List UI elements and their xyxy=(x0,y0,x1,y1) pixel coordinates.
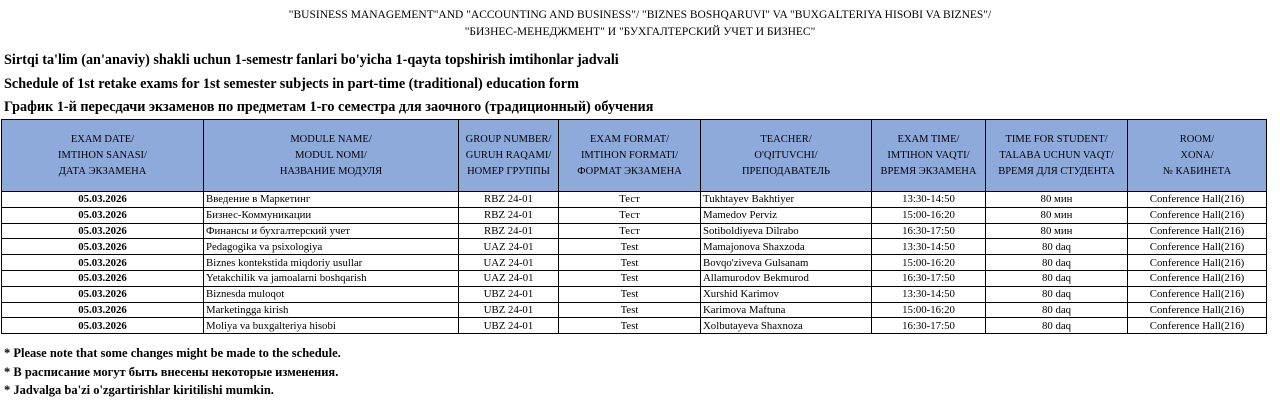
cell-module-name: Marketingga kirish xyxy=(204,302,459,318)
cell-group-number: RBZ 24-01 xyxy=(459,192,559,208)
cell-room: Conference Hall(216) xyxy=(1128,286,1267,302)
cell-time-for-student: 80 daq xyxy=(986,286,1128,302)
column-header-line: ПРЕПОДАВАТЕЛЬ xyxy=(741,165,831,177)
column-header-group-number xyxy=(459,120,559,192)
cell-group-number: UAZ 24-01 xyxy=(459,255,559,271)
cell-teacher: Xolbutayeva Shaxnoza xyxy=(701,318,872,334)
cell-time-for-student: 80 daq xyxy=(986,270,1128,286)
table-row xyxy=(2,192,1267,208)
cell-exam-time: 16:30-17:50 xyxy=(872,318,986,334)
column-header-exam-time xyxy=(872,120,986,192)
column-header-teacher xyxy=(701,120,872,192)
cell-module-name: Yetakchilik va jamoalarni boshqarish xyxy=(204,270,459,286)
cell-exam-format: Test xyxy=(559,239,701,255)
column-header-line: EXAM TIME/ xyxy=(897,133,960,145)
column-header-line: O'QITUVCHI/ xyxy=(754,149,818,161)
cell-group-number: RBZ 24-01 xyxy=(459,207,559,223)
table-row xyxy=(2,255,1267,271)
column-header-module-name xyxy=(204,120,459,192)
cell-exam-date: 05.03.2026 xyxy=(2,270,204,286)
cell-exam-time: 15:00-16:20 xyxy=(872,255,986,271)
cell-exam-date: 05.03.2026 xyxy=(2,223,204,239)
table-row xyxy=(2,239,1267,255)
cell-time-for-student: 80 daq xyxy=(986,302,1128,318)
cell-exam-format: Test xyxy=(559,302,701,318)
cell-teacher: Mamajonova Shaxzoda xyxy=(701,239,872,255)
column-header-line: ВРЕМЯ ЭКЗАМЕНА xyxy=(880,165,977,177)
cell-module-name: Введение в Маркетинг xyxy=(204,192,459,208)
column-header-line: ВРЕМЯ ДЛЯ СТУДЕНТА xyxy=(998,165,1115,177)
cell-exam-time: 15:00-16:20 xyxy=(872,302,986,318)
title-line-2: "БИЗНЕС-МЕНЕДЖМЕНТ" И "БУХГАЛТЕРСКИЙ УЧЕТ И БИЗНЕС" xyxy=(464,26,816,38)
cell-exam-time: 15:00-16:20 xyxy=(872,207,986,223)
cell-exam-date: 05.03.2026 xyxy=(2,302,204,318)
column-header-line: TEACHER/ xyxy=(760,133,812,145)
cell-room: Conference Hall(216) xyxy=(1128,318,1267,334)
cell-exam-time: 13:30-14:50 xyxy=(872,239,986,255)
cell-exam-format: Test xyxy=(559,318,701,334)
column-header-line: GROUP NUMBER/ xyxy=(465,133,552,145)
column-header-room xyxy=(1128,120,1267,192)
column-header-line: IMTIHON FORMATI/ xyxy=(580,149,679,161)
exam-schedule-table xyxy=(1,119,1267,334)
cell-time-for-student: 80 daq xyxy=(986,318,1128,334)
table-row xyxy=(2,302,1267,318)
cell-exam-time: 16:30-17:50 xyxy=(872,270,986,286)
column-header-line: IMTIHON VAQTI/ xyxy=(887,149,970,161)
cell-teacher: Xurshid Karimov xyxy=(701,286,872,302)
note-ru: * В расписание могут быть внесены некоторые изменения. xyxy=(4,365,339,379)
cell-time-for-student: 80 daq xyxy=(986,239,1128,255)
cell-room: Conference Hall(216) xyxy=(1128,223,1267,239)
column-header-line: MODULE NAME/ xyxy=(290,133,372,145)
cell-room: Conference Hall(216) xyxy=(1128,239,1267,255)
subtitle-ru: График 1-й пересдачи экзаменов по предметам 1-го семестра для заочного (традиционный) обучения xyxy=(4,99,654,115)
cell-room: Conference Hall(216) xyxy=(1128,192,1267,208)
cell-teacher: Mamedov Perviz xyxy=(701,207,872,223)
cell-module-name: Финансы и бухгалтерский учет xyxy=(204,223,459,239)
cell-exam-format: Тест xyxy=(559,192,701,208)
cell-exam-date: 05.03.2026 xyxy=(2,207,204,223)
cell-room: Conference Hall(216) xyxy=(1128,302,1267,318)
cell-exam-format: Тест xyxy=(559,207,701,223)
column-header-line: EXAM FORMAT/ xyxy=(589,133,670,145)
cell-group-number: UAZ 24-01 xyxy=(459,239,559,255)
cell-exam-date: 05.03.2026 xyxy=(2,192,204,208)
cell-group-number: UBZ 24-01 xyxy=(459,302,559,318)
cell-room: Conference Hall(216) xyxy=(1128,270,1267,286)
subtitle-en: Schedule of 1st retake exams for 1st semester subjects in part-time (traditional) education form xyxy=(4,76,579,92)
cell-time-for-student: 80 мин xyxy=(986,192,1128,208)
cell-time-for-student: 80 мин xyxy=(986,207,1128,223)
cell-group-number: UBZ 24-01 xyxy=(459,286,559,302)
column-header-line: НАЗВАНИЕ МОДУЛЯ xyxy=(279,165,383,177)
cell-exam-time: 16:30-17:50 xyxy=(872,223,986,239)
table-row xyxy=(2,286,1267,302)
cell-teacher: Allamurodov Bekmurod xyxy=(701,270,872,286)
column-header-exam-date xyxy=(2,120,204,192)
cell-time-for-student: 80 мин xyxy=(986,223,1128,239)
cell-teacher: Tukhtayev Bakhtiyer xyxy=(701,192,872,208)
cell-teacher: Sotiboldiyeva Dilrabo xyxy=(701,223,872,239)
cell-time-for-student: 80 daq xyxy=(986,255,1128,271)
cell-exam-format: Test xyxy=(559,270,701,286)
column-header-line: TALABA UCHUN VAQT/ xyxy=(999,149,1114,161)
column-header-line: IMTIHON SANASI/ xyxy=(58,149,147,161)
note-en: * Please note that some changes might be made to the schedule. xyxy=(4,346,341,360)
cell-exam-format: Test xyxy=(559,255,701,271)
cell-exam-date: 05.03.2026 xyxy=(2,318,204,334)
table-row xyxy=(2,318,1267,334)
note-uz: * Jadvalga ba'zi o'zgartirishlar kiritilishi mumkin. xyxy=(4,383,274,397)
column-header-time-for-student xyxy=(986,120,1128,192)
cell-exam-date: 05.03.2026 xyxy=(2,286,204,302)
table-row xyxy=(2,270,1267,286)
column-header-line: XONA/ xyxy=(1180,149,1214,161)
cell-module-name: Biznesda muloqot xyxy=(204,286,459,302)
cell-room: Conference Hall(216) xyxy=(1128,255,1267,271)
table-header-row xyxy=(2,120,1267,192)
cell-exam-date: 05.03.2026 xyxy=(2,255,204,271)
table-body xyxy=(2,192,1267,334)
cell-exam-format: Test xyxy=(559,286,701,302)
cell-module-name: Biznes kontekstida miqdoriy usullar xyxy=(204,255,459,271)
column-header-line: MODUL NOMI/ xyxy=(295,149,367,161)
cell-teacher: Karimova Maftuna xyxy=(701,302,872,318)
column-header-line: НОМЕР ГРУППЫ xyxy=(467,165,550,177)
column-header-line: № КАБИНЕТА xyxy=(1162,165,1232,177)
cell-room: Conference Hall(216) xyxy=(1128,207,1267,223)
table-row xyxy=(2,223,1267,239)
cell-group-number: UBZ 24-01 xyxy=(459,318,559,334)
cell-exam-time: 13:30-14:50 xyxy=(872,286,986,302)
cell-group-number: UAZ 24-01 xyxy=(459,270,559,286)
table-row xyxy=(2,207,1267,223)
column-header-line: ФОРМАТ ЭКЗАМЕНА xyxy=(577,165,682,177)
subtitle-uz: Sirtqi ta'lim (an'anaviy) shakli uchun 1-semestr fanlari bo'yicha 1-qayta topshirish imtihonlar jadvali xyxy=(4,52,619,68)
column-header-line: GURUH RAQAMI/ xyxy=(465,149,552,161)
cell-exam-date: 05.03.2026 xyxy=(2,239,204,255)
cell-teacher: Bovqo'ziveva Gulsanam xyxy=(701,255,872,271)
cell-module-name: Pedagogika va psixologiya xyxy=(204,239,459,255)
column-header-exam-format xyxy=(559,120,701,192)
cell-exam-time: 13:30-14:50 xyxy=(872,192,986,208)
column-header-line: EXAM DATE/ xyxy=(70,133,135,145)
cell-module-name: Moliya va buxgalteriya hisobi xyxy=(204,318,459,334)
column-header-line: ДАТА ЭКЗАМЕНА xyxy=(58,165,147,177)
column-header-line: TIME FOR STUDENT/ xyxy=(1005,133,1108,145)
cell-exam-format: Тест xyxy=(559,223,701,239)
column-header-line: ROOM/ xyxy=(1179,133,1215,145)
cell-group-number: RBZ 24-01 xyxy=(459,223,559,239)
title-line-1: "BUSINESS MANAGEMENT"AND "ACCOUNTING AND BUSINESS"/ "BIZNES BOSHQARUVI" VA "BUXGALTERIYA HISOBI VA BIZNES"/ xyxy=(288,9,992,21)
cell-module-name: Бизнес-Коммуникации xyxy=(204,207,459,223)
